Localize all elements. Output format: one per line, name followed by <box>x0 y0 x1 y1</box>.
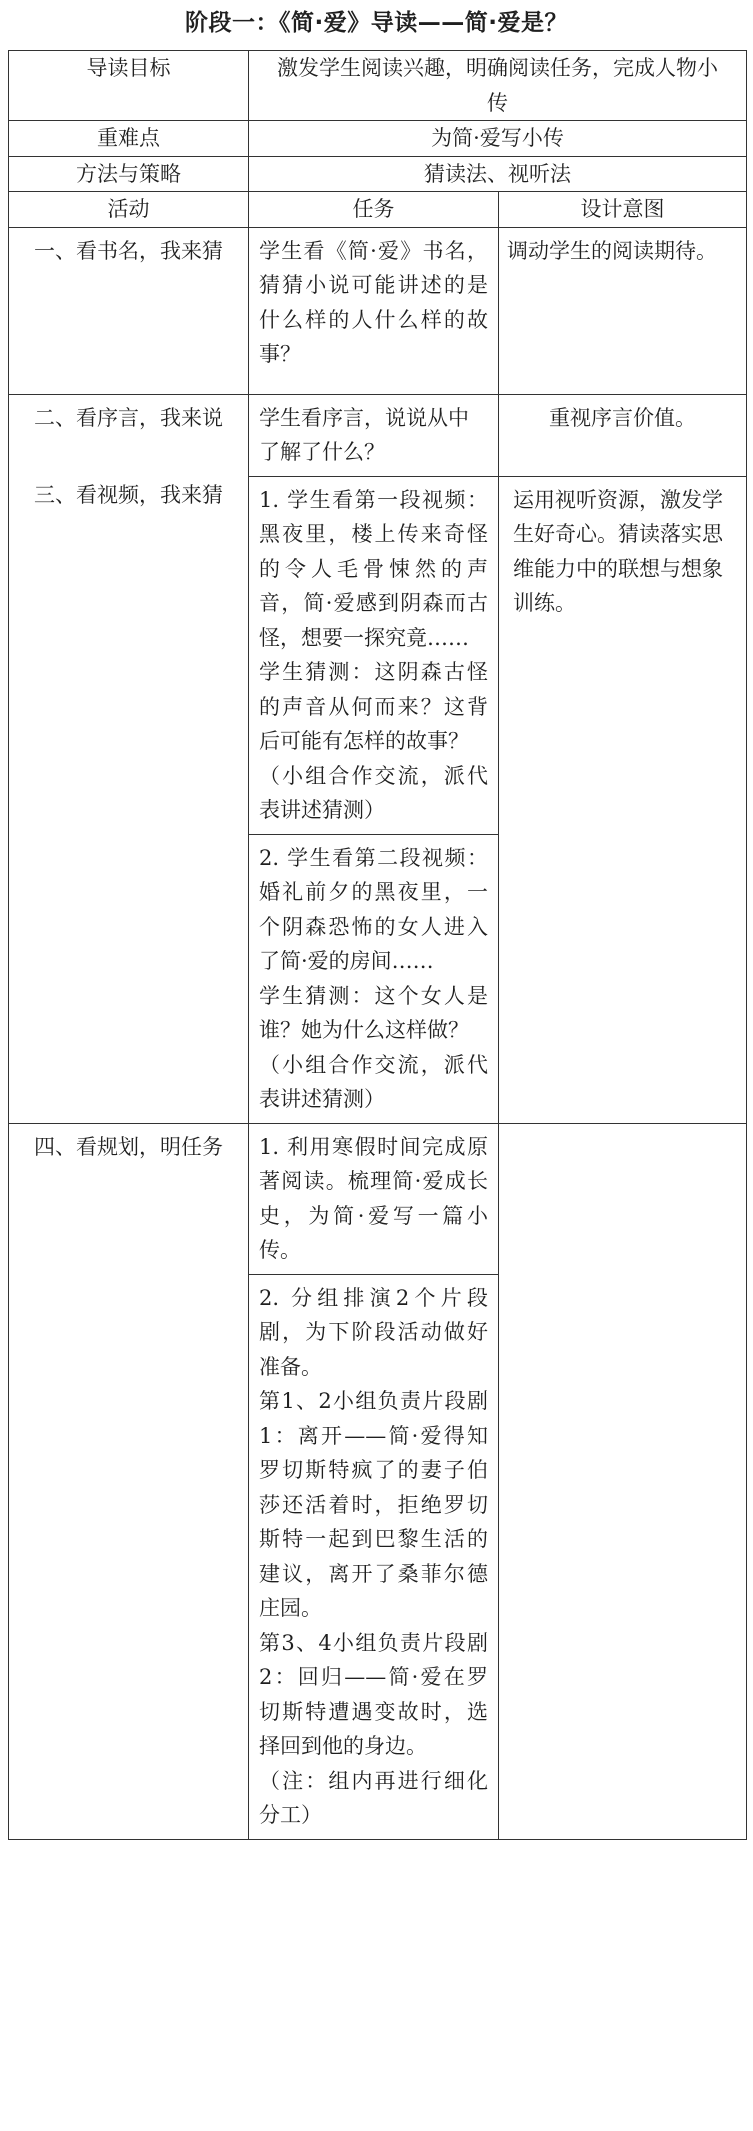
meta-value: 激发学生阅读兴趣，明确阅读任务，完成人物小传 <box>249 51 747 121</box>
meta-value: 猜读法、视听法 <box>249 156 747 192</box>
meta-label: 方法与策略 <box>9 156 249 192</box>
table-row <box>9 227 747 394</box>
header-activity: 活动 <box>9 192 249 228</box>
task-text: 第3、4小组负责片段剧2：回归——简·爱在罗切斯特遭遇变故时，选择回到他的身边。 <box>259 1630 488 1758</box>
page-title: 阶段一：《简·爱》导读——简·爱是？ <box>185 10 568 36</box>
task-text: 学生看序言，说说从中了解了什么？ <box>259 405 469 464</box>
activity-cell: 一、看书名，我来猜 <box>9 227 249 394</box>
task-text: 学生猜测：这个女人是谁？她为什么这样做？ <box>259 983 488 1042</box>
task-text: （小组合作交流，派代表讲述猜测） <box>259 1052 488 1111</box>
header-task: 任务 <box>249 192 499 228</box>
table-row <box>9 476 747 834</box>
task-text: 学生猜测：这阴森古怪的声音从何而来？这背后可能有怎样的故事？ <box>259 660 488 753</box>
lesson-plan-table <box>8 50 747 1840</box>
task-cell <box>249 227 499 394</box>
meta-row-method <box>9 156 747 192</box>
meta-label: 导读目标 <box>9 51 249 121</box>
task-cell <box>249 394 499 476</box>
activity-cell: 四、看规划，明任务 <box>9 1123 249 1839</box>
intent-cell: 调动学生的阅读期待。 <box>499 227 747 394</box>
task-cell <box>249 834 499 1123</box>
task-cell <box>249 1274 499 1839</box>
task-text: 1. 学生看第一段视频：黑夜里，楼上传来奇怪的令人毛骨悚然的声音，简·爱感到阴森而古怪，想要一探究竟…… <box>259 487 488 650</box>
task-cell <box>249 1123 499 1274</box>
meta-label: 重难点 <box>9 121 249 157</box>
task-text: （注：组内再进行细化分工） <box>259 1768 488 1827</box>
task-text: （小组合作交流，派代表讲述猜测） <box>259 763 488 822</box>
meta-row-goal <box>9 51 747 121</box>
intent-cell: 重视序言价值。 <box>499 394 747 476</box>
task-text: 第1、2小组负责片段剧1：离开——简·爱得知罗切斯特疯了的妻子伯莎还活着时，拒绝罗切斯特一起到巴黎生活的建议，离开了桑菲尔德庄园。 <box>259 1389 488 1620</box>
table-row <box>9 1123 747 1274</box>
intent-cell <box>499 1123 747 1839</box>
table-header-row <box>9 192 747 228</box>
task-cell <box>249 476 499 834</box>
task-text: 2. 分组排演2个片段剧，为下阶段活动做好准备。 <box>259 1285 488 1379</box>
header-intent: 设计意图 <box>499 192 747 228</box>
activity-cell: 二、看序言，我来说 <box>9 394 249 476</box>
meta-value: 为简·爱写小传 <box>249 121 747 157</box>
task-text: 1. 利用寒假时间完成原著阅读。梳理简·爱成长史，为简·爱写一篇小传。 <box>259 1134 488 1262</box>
table-row <box>9 394 747 476</box>
intent-cell: 运用视听资源，激发学生好奇心。猜读落实思维能力中的联想与想象训练。 <box>499 476 747 1123</box>
task-text: 2. 学生看第二段视频：婚礼前夕的黑夜里，一个阴森恐怖的女人进入了简·爱的房间…… <box>259 845 488 973</box>
meta-row-keypoint <box>9 121 747 157</box>
task-text: 学生看《简·爱》书名，猜猜小说可能讲述的是什么样的人什么样的故事？ <box>259 238 488 366</box>
activity-cell: 三、看视频，我来猜 <box>9 476 249 1123</box>
